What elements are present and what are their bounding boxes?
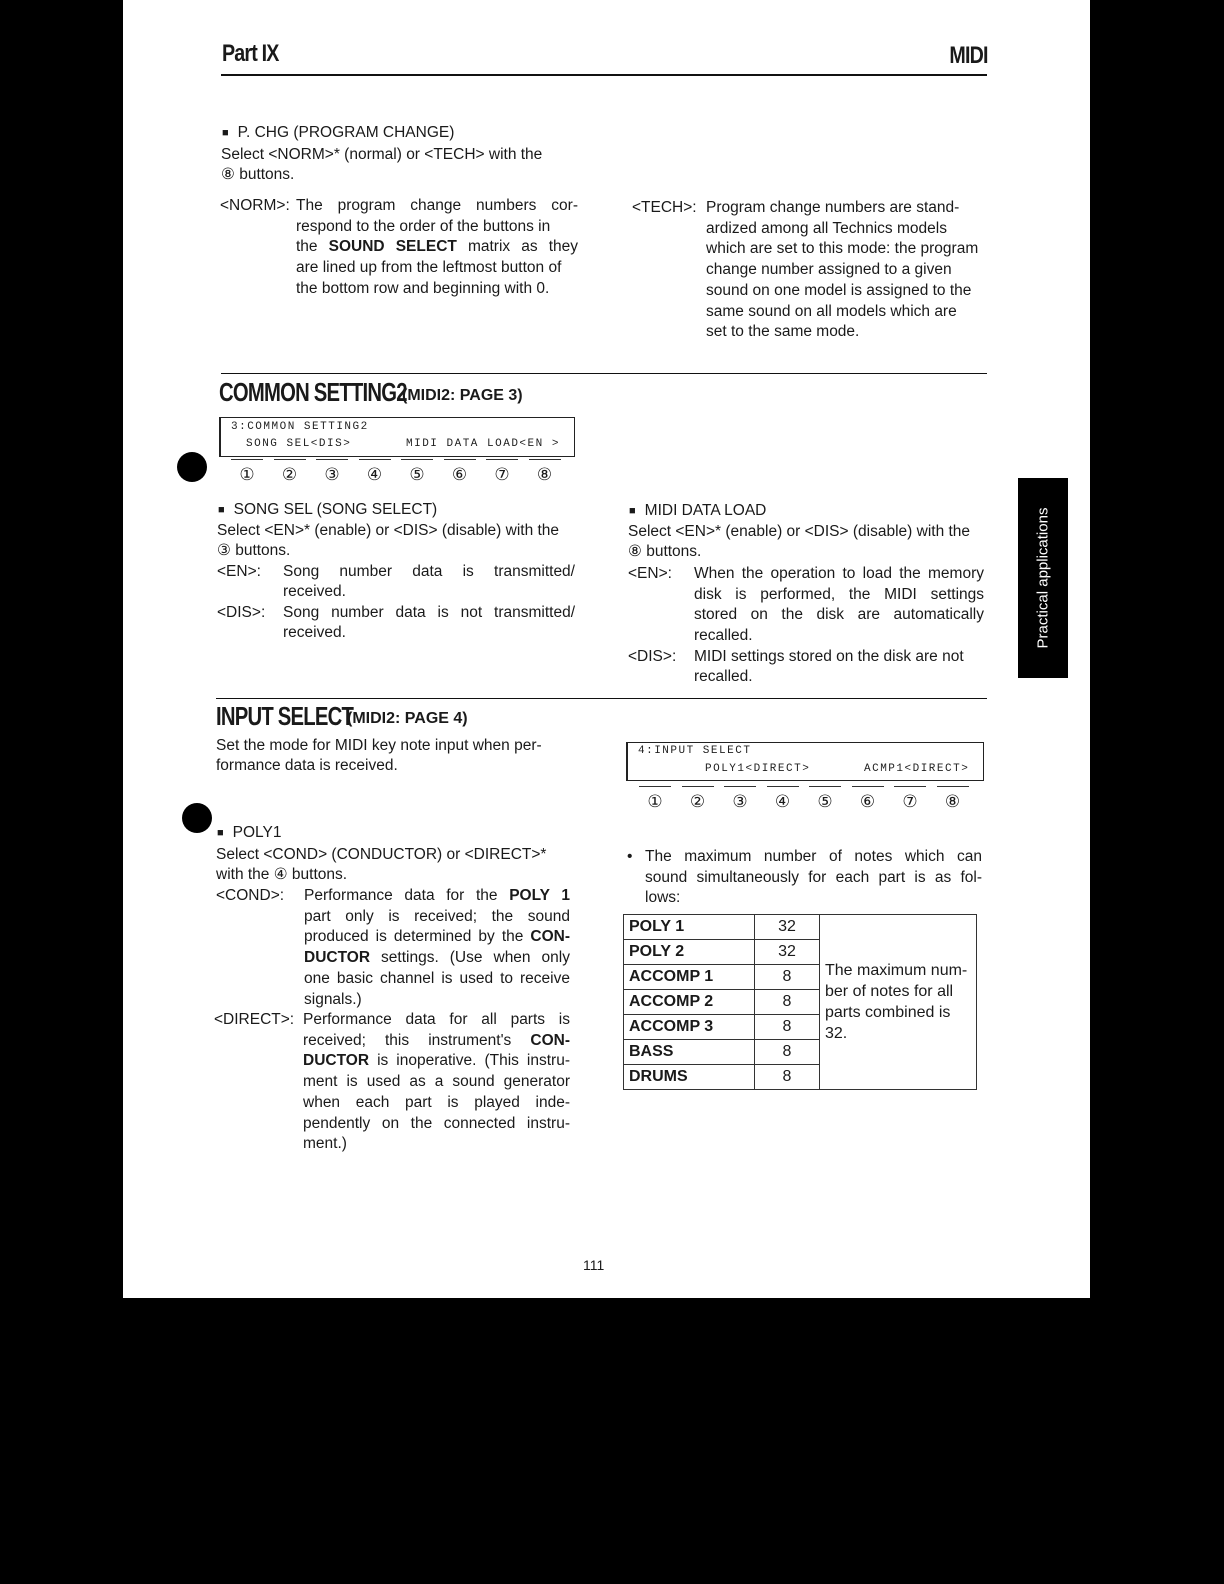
song-dis-1: Song number data is not transmitted/ <box>283 604 575 621</box>
part-cell: ACCOMP 1 <box>624 965 755 990</box>
side-tab <box>1018 478 1068 678</box>
song-heading: ■ SONG SEL (SONG SELECT) <box>218 500 437 522</box>
button-number-5: ⑤ <box>409 465 425 484</box>
button-dash <box>444 459 476 460</box>
common2-subtitle: (MIDI2: PAGE 3) <box>402 387 523 404</box>
button-number-2: ② <box>281 465 298 484</box>
button-dash <box>809 786 841 787</box>
button-dash <box>852 786 884 787</box>
song-en-2: received. <box>283 583 346 600</box>
load-dis-2: recalled. <box>694 668 753 685</box>
load-en-label: <EN>: <box>628 565 672 582</box>
part-cell: DRUMS <box>624 1065 755 1090</box>
notes-cell: 32 <box>755 915 820 940</box>
poly-heading: ■ POLY1 <box>217 823 281 845</box>
part-cell: ACCOMP 3 <box>624 1015 755 1040</box>
song-dis-label: <DIS>: <box>217 604 266 621</box>
input-lcd <box>626 742 984 781</box>
button-dash <box>316 459 348 460</box>
button-number-7: ⑦ <box>494 465 510 484</box>
direct-label: <DIRECT>: <box>214 1011 295 1028</box>
button-number-1: ① <box>647 792 663 811</box>
poly-select-2: with the ④ buttons. <box>216 866 348 883</box>
pchg-intro-1: Select <NORM>* (normal) or <TECH> with the <box>221 146 543 163</box>
button-dash <box>401 459 433 460</box>
button-number-2: ② <box>689 792 706 811</box>
part-cell: POLY 2 <box>624 940 755 965</box>
tech-desc: Program change numbers are stand- ardized among all Technics models which are set to this mode: the program change number assigned to a given sound on one model is assigned to the same sound on all models which are set to the same mode. <box>706 199 979 341</box>
song-dis-2: received. <box>283 624 346 641</box>
binding-hole <box>182 803 212 833</box>
input-title: INPUT SELECT <box>216 701 354 731</box>
notes-cell: 32 <box>755 940 820 965</box>
part-cell: ACCOMP 2 <box>624 990 755 1015</box>
input-desc-2: formance data is received. <box>216 757 398 774</box>
common2-lcd <box>219 417 575 457</box>
tech-label: <TECH>: <box>632 199 697 216</box>
bullet-dot: • <box>627 848 633 865</box>
load-buttons: ⑧ buttons. <box>628 543 702 560</box>
notes-cell: 8 <box>755 1040 820 1065</box>
norm-desc: The program change numbers cor- respond to the order of the buttons in the SOUND SELECT matrix as they are lined up from the leftmost button of the bottom row and beginning with 0. <box>296 197 578 297</box>
page-number: 111 <box>583 1257 605 1273</box>
lcd-line2b: ACMP1<DIRECT> <box>864 763 970 775</box>
button-dash <box>486 459 518 460</box>
button-number-6: ⑥ <box>859 792 876 811</box>
polyphony-table <box>623 914 977 1090</box>
load-en-desc: When the operation to load the memory disk is performed, the MIDI settings stored on the disk are automatically recalled. <box>694 565 984 645</box>
notes-cell: 8 <box>755 1015 820 1040</box>
button-dash <box>529 459 561 460</box>
button-number-6: ⑥ <box>451 465 468 484</box>
header-section: MIDI <box>949 42 988 69</box>
header-rule <box>221 74 987 76</box>
part-cell: POLY 1 <box>624 915 755 940</box>
load-heading: ■ MIDI DATA LOAD <box>629 501 766 523</box>
button-number-3: ③ <box>324 465 340 484</box>
button-dash <box>724 786 756 787</box>
button-dash <box>231 459 263 460</box>
load-select: Select <EN>* (enable) or <DIS> (disable) with the <box>628 523 971 540</box>
part-cell: BASS <box>624 1040 755 1065</box>
button-number-1: ① <box>239 465 255 484</box>
cond-desc: Performance data for the POLY 1 part only is received; the sound produced is determined by the CON- DUCTOR settings. (Use when only one basic channel is used to receive signals.) <box>304 887 570 1008</box>
common2-title: COMMON SETTING2 <box>219 377 407 407</box>
header-part: Part IX <box>222 40 279 67</box>
lcd-line2a: POLY1<DIRECT> <box>705 763 811 775</box>
pchg-heading: ■ P. CHG (PROGRAM CHANGE) <box>222 123 454 145</box>
button-number-8: ⑧ <box>944 792 961 811</box>
notes-cell: 8 <box>755 1065 820 1090</box>
button-number-3: ③ <box>732 792 748 811</box>
input-desc-1: Set the mode for MIDI key note input when per- <box>216 737 542 754</box>
song-en-1: Song number data is transmitted/ <box>283 563 575 580</box>
button-dash <box>682 786 714 787</box>
button-dash <box>894 786 926 787</box>
song-en-label: <EN>: <box>217 563 261 580</box>
button-dash <box>274 459 306 460</box>
button-number-8: ⑧ <box>536 465 553 484</box>
notes-cell: 8 <box>755 965 820 990</box>
load-dis-1: MIDI settings stored on the disk are not <box>694 648 964 665</box>
button-number-4: ④ <box>774 792 791 811</box>
button-number-5: ⑤ <box>817 792 833 811</box>
notes-cell: 8 <box>755 990 820 1015</box>
button-number-7: ⑦ <box>902 792 918 811</box>
direct-desc: Performance data for all parts is received; this instrument's CON- DUCTOR is inoperative. (This instru- ment is used as a sound generator when each part is played inde- pendently on the connected instru- ment.) <box>303 1011 570 1153</box>
button-number-4: ④ <box>366 465 383 484</box>
input-subtitle: (MIDI2: PAGE 4) <box>347 710 468 727</box>
norm-label: <NORM>: <box>220 197 290 214</box>
cond-label: <COND>: <box>216 887 285 904</box>
lcd-line2a: SONG SEL<DIS> <box>246 438 352 450</box>
section-rule-1 <box>221 373 987 374</box>
side-tab-label: Practical applications <box>1034 507 1052 649</box>
button-dash <box>359 459 391 460</box>
section-rule-2 <box>216 698 987 699</box>
song-select: Select <EN>* (enable) or <DIS> (disable) with the <box>217 522 560 539</box>
poly-select-1: Select <COND> (CONDUCTOR) or <DIRECT>* <box>216 846 547 863</box>
load-dis-label: <DIS>: <box>628 648 677 665</box>
button-dash <box>937 786 969 787</box>
lcd-line1: 4:INPUT SELECT <box>638 745 752 757</box>
song-buttons: ③ buttons. <box>217 542 291 559</box>
button-dash <box>639 786 671 787</box>
button-dash <box>767 786 799 787</box>
max-note: The maximum number of notes which can sound simultaneously for each part is as fol- lows: <box>645 848 982 907</box>
pchg-intro-2: ⑧ buttons. <box>221 166 295 183</box>
binding-hole <box>177 452 207 482</box>
lcd-line2b: MIDI DATA LOAD<EN > <box>406 438 560 450</box>
table-row <box>624 915 977 940</box>
table-note: The maximum num- ber of notes for all parts combined is 32. <box>820 915 977 1090</box>
lcd-line1: 3:COMMON SETTING2 <box>231 421 369 433</box>
